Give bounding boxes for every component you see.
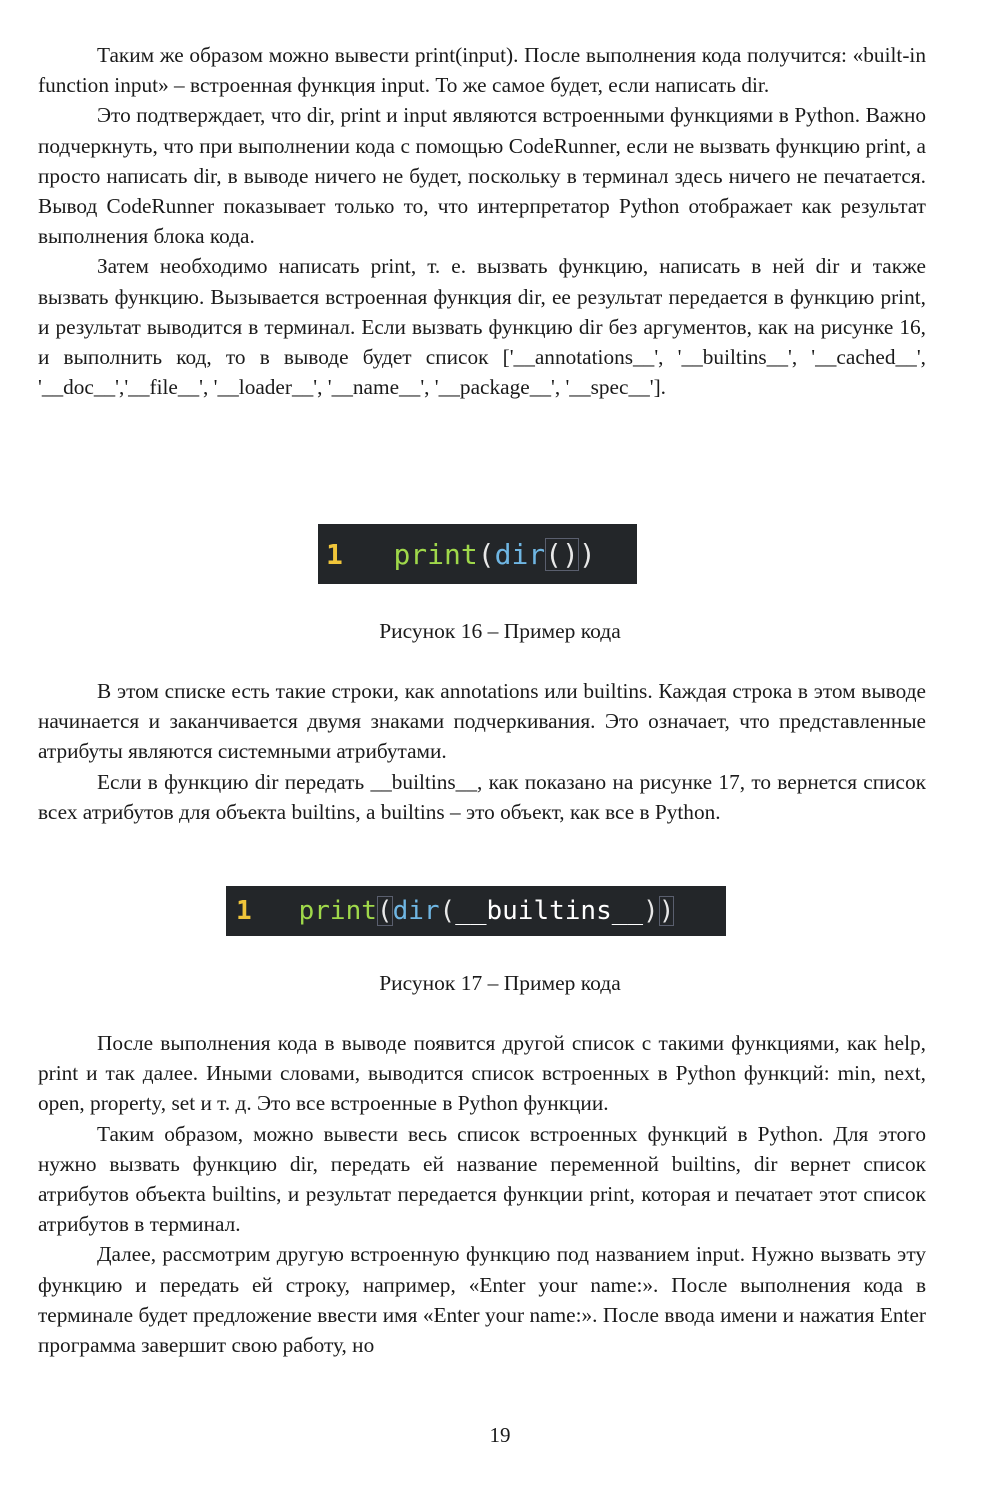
code-paren: ( bbox=[376, 896, 393, 926]
paragraph: После выполнения кода в выводе появится другой список с такими функциями, как help, print и так далее. Иными словами, выводится список встроенных в Python функций: min, next, open, property, set и т. д. Это все встроенные в Python функции. bbox=[38, 1031, 926, 1116]
code-inner-args: () bbox=[545, 537, 579, 571]
code-function: print bbox=[298, 896, 377, 926]
page-number: 19 bbox=[489, 1423, 511, 1447]
code-function: print bbox=[393, 537, 478, 571]
line-number: 1 bbox=[326, 537, 343, 571]
code-paren: ( bbox=[439, 896, 456, 926]
code-paren: ) bbox=[578, 537, 596, 571]
paragraph: В этом списке есть такие строки, как annotations или builtins. Каждая строка в этом выводе начинается и заканчивается двумя знаками подчеркивания. Это означает, что представленные атрибуты являются системными атрибутами. bbox=[38, 679, 926, 764]
paragraph: Таким образом, можно вывести весь список встроенных функций в Python. Для этого нужно вызвать функцию dir, передать ей название переменной builtins, dir вернет список атрибутов объекта builtins, и результат передается функции print, которая и печатает этот список атрибутов в терминал. bbox=[38, 1121, 926, 1237]
text-block-middle bbox=[38, 676, 926, 827]
code-paren: ) bbox=[658, 896, 675, 926]
paragraph: Затем необходимо написать print, т. е. вызвать функцию, написать в ней dir и также вызвать функцию. Вызывается встроенная функция dir, ее результат передается в функцию print, и результат выводится в терминал. Если вызвать функцию dir без аргументов, как на рисунке 16, и выполнить код, то в выводе будет список ['__annotations__', '__builtins__', '__cached__', '__doc__','__file__', '__loader__', '__name__', '__package__', '__spec__']. bbox=[38, 254, 926, 400]
text-block-bottom bbox=[38, 1028, 926, 1360]
code-inner-function: dir bbox=[494, 537, 546, 571]
line-number: 1 bbox=[236, 896, 252, 926]
figure-caption: Рисунок 17 – Пример кода bbox=[379, 971, 621, 995]
code-inner-function: dir bbox=[392, 896, 440, 926]
code-snippet-figure-17 bbox=[226, 886, 726, 936]
code-argument: __builtins__ bbox=[455, 896, 644, 926]
code-snippet-figure-16 bbox=[318, 524, 637, 584]
code-paren: ) bbox=[643, 896, 659, 926]
paragraph: Если в функцию dir передать __builtins__, как показано на рисунке 17, то вернется список всех атрибутов для объекта builtins, а builtins – это объект, как все в Python. bbox=[38, 769, 926, 824]
paragraph: Это подтверждает, что dir, print и input являются встроенными функциями в Python. Важно подчеркнуть, что при выполнении кода с помощью CodeRunner, если не вызвать функцию print, а просто написать dir, в выводе ничего не будет, поскольку в терминал здесь ничего не печатается. Вывод CodeRunner показывает только то, что интерпретатор Python отображает как результат выполнения блока кода. bbox=[38, 103, 926, 249]
paragraph: Далее, рассмотрим другую встроенную функцию под названием input. Нужно вызвать эту функцию и передать ей строку, например, «Enter your name:». После выполнения кода в терминале будет предложение ввести имя «Enter your name:». После ввода имени и нажатия Enter программа завершит свою работу, но bbox=[38, 1242, 926, 1358]
paragraph: Таким же образом можно вывести print(input). После выполнения кода получится: «built-in function input» – встроенная функция input. То же самое будет, если написать dir. bbox=[38, 43, 926, 98]
code-paren: ( bbox=[477, 537, 495, 571]
figure-caption: Рисунок 16 – Пример кода bbox=[379, 619, 621, 643]
text-block-top bbox=[38, 40, 926, 402]
